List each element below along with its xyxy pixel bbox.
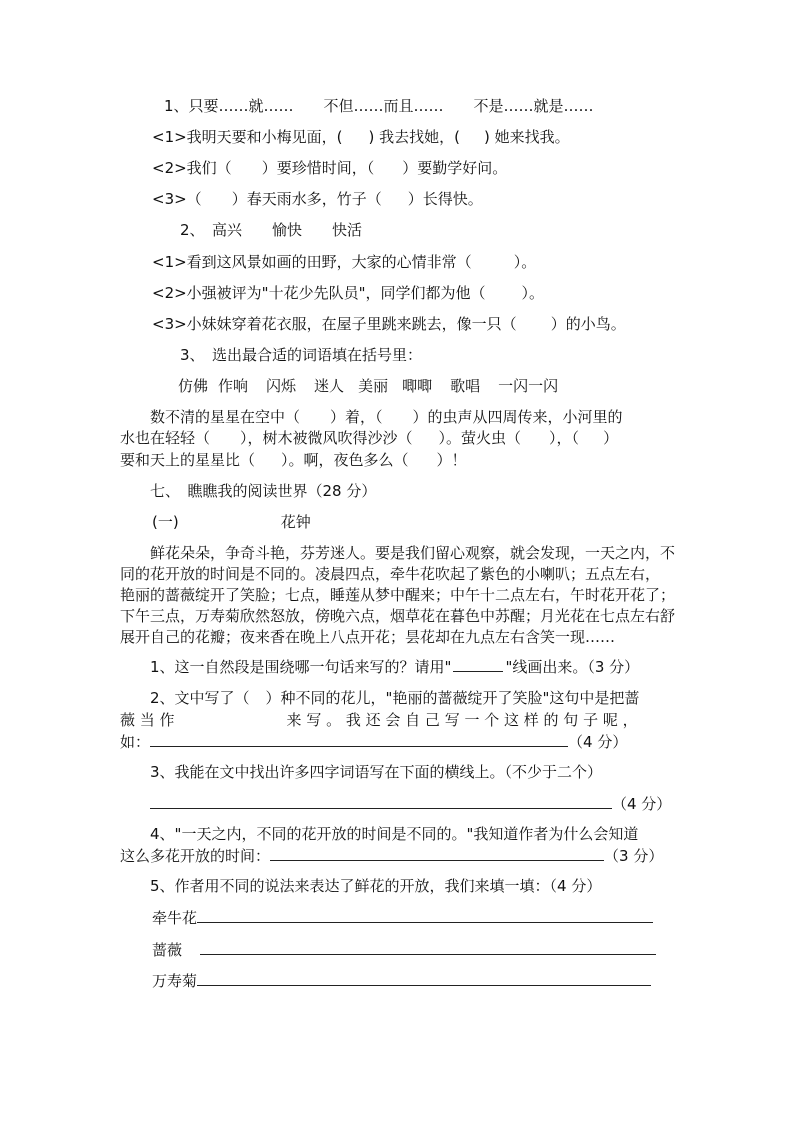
text: ）着，（	[330, 408, 383, 426]
answer-line[interactable]	[197, 970, 651, 986]
text: <1>我明天要和小梅见面，(	[152, 128, 343, 146]
text: ）春天雨水多，竹子（	[231, 190, 382, 208]
word-bank	[178, 376, 558, 396]
question-4-line-2	[120, 845, 663, 866]
text: 1、这一自然段是围绕哪一句话来写的？请用"	[150, 658, 452, 676]
answer-line[interactable]	[200, 939, 656, 955]
text: ）的小鸟。	[550, 315, 626, 333]
text: 来 写 。 我 还 会 自 己 写 一 个 这 样 的 句 子 呢 ，	[286, 711, 638, 729]
answer-line[interactable]	[197, 907, 653, 923]
reading-title-row	[152, 512, 311, 532]
section3-header: 3、 选出最合适的词语填在括号里：	[180, 346, 423, 364]
text: ）！	[436, 451, 467, 469]
section3-para-line-2	[120, 428, 618, 448]
text: "线画出来。（3 分）	[505, 658, 640, 676]
q5-row-1	[152, 907, 653, 928]
section1-item-3	[152, 189, 483, 209]
text: 数不清的星星在空中（	[150, 408, 301, 426]
question-1	[150, 657, 639, 677]
word: 迷人	[314, 377, 345, 395]
word: 美丽	[358, 377, 389, 395]
text: 要和天上的星星比（	[120, 451, 256, 469]
question-3-answer	[150, 793, 671, 814]
section2-item-3	[152, 314, 626, 334]
section7-header: 七、 瞧瞧我的阅读世界（28 分）	[150, 482, 377, 500]
word: 唧唧	[402, 377, 433, 395]
text: ）种不同的花儿，"艳丽的蔷薇绽开了笑脸"这句中是把蔷	[265, 689, 640, 707]
answer-line[interactable]	[270, 845, 604, 861]
q5-row-3	[152, 970, 651, 991]
question-2-line-3	[120, 731, 627, 752]
text: （4 分）	[568, 733, 628, 751]
section1-item-1	[152, 127, 570, 147]
text: 如：	[120, 733, 151, 751]
section1-header: 1、只要……就…… 不但……而且…… 不是……就是……	[164, 97, 594, 115]
text: ）。	[513, 253, 537, 271]
question-3: 3、我能在文中找出许多四字词语写在下面的横线上。（不少于二个）	[150, 763, 603, 781]
word: 一闪一闪	[498, 377, 559, 395]
flower-label: 牵牛花	[152, 909, 198, 927]
text: ) 她来找我。	[484, 128, 570, 146]
sub-label: (一)	[152, 513, 179, 531]
text: ），树木被微风吹得沙沙（	[240, 429, 413, 447]
text: ），（	[549, 429, 580, 447]
text: ）。	[521, 284, 544, 302]
answer-line[interactable]	[150, 793, 612, 809]
word: 仿佛	[178, 377, 209, 395]
underline-sample	[453, 661, 503, 672]
text: ）	[603, 429, 619, 447]
text: （4 分）	[612, 795, 672, 813]
word: 歌唱	[450, 377, 481, 395]
text: 这么多花开放的时间：	[120, 847, 271, 865]
text: ）长得快。	[407, 190, 483, 208]
answer-line[interactable]	[150, 731, 568, 747]
text: ）的虫声从四周传来，小河里的	[412, 408, 623, 426]
passage-line-3: 艳丽的蔷薇绽开了笑脸；七点，睡莲从梦中醒来；中午十二点左右，午时花开花了；	[120, 586, 676, 604]
text: ）要珍惜时间，（	[261, 159, 375, 177]
question-4-line-1: 4、"一天之内，不同的花开放的时间是不同的。"我知道作者为什么会知道	[150, 825, 639, 843]
question-5: 5、作者用不同的说法来表达了鲜花的开放，我们来填一填：（4 分）	[150, 877, 602, 895]
reading-title: 花钟	[280, 513, 311, 531]
flower-label: 万寿菊	[152, 972, 198, 990]
text: <1>看到这风景如画的田野，大家的心情非常（	[152, 253, 472, 271]
text: ) 我去找她，(	[368, 128, 461, 146]
text: 薇 当 作	[120, 711, 175, 729]
question-2-line-1	[150, 688, 639, 708]
section3-para-line-3	[120, 450, 467, 470]
passage-line-2: 同的花开放的时间是不同的。凌晨四点，牵牛花吹起了紫色的小喇叭；五点左右，	[120, 565, 661, 583]
section2-header: 2、 高兴 愉快 快活	[180, 221, 363, 239]
text: ）。啊，夜色多么（	[281, 451, 409, 469]
section3-para-line-1	[150, 407, 623, 427]
passage-line-5: 展开自己的花瓣；夜来香在晚上八点开花；昙花却在九点左右含笑一现……	[120, 628, 616, 646]
text: ）要勤学好问。	[402, 159, 508, 177]
section1-item-2	[152, 158, 507, 178]
section2-item-1	[152, 252, 536, 272]
text: <2>我们（	[152, 159, 232, 177]
flower-label: 蔷薇	[152, 941, 183, 959]
question-2-line-2	[120, 710, 638, 730]
passage-line-4: 下午三点，万寿菊欣然怒放，傍晚六点，烟草花在暮色中苏醒；月光花在七点左右舒	[120, 607, 676, 625]
word: 作响	[218, 377, 249, 395]
word: 闪烁	[266, 377, 297, 395]
passage-line-1: 鲜花朵朵，争奇斗艳，芬芳迷人。要是我们留心观察，就会发现，一天之内，不	[150, 544, 676, 562]
q5-row-2	[152, 939, 656, 960]
text: <2>小强被评为"十花少先队员"，同学们都为他（	[152, 284, 486, 302]
text: <3>小妹妹穿着花衣服，在屋子里跳来跳去，像一只（	[152, 315, 517, 333]
section2-item-2	[152, 283, 544, 303]
text: （3 分）	[604, 847, 664, 865]
text: 2、文中写了（	[150, 689, 250, 707]
text: 水也在轻轻（	[120, 429, 211, 447]
text: ）。萤火虫（	[438, 429, 522, 447]
text: <3>（	[152, 190, 202, 208]
